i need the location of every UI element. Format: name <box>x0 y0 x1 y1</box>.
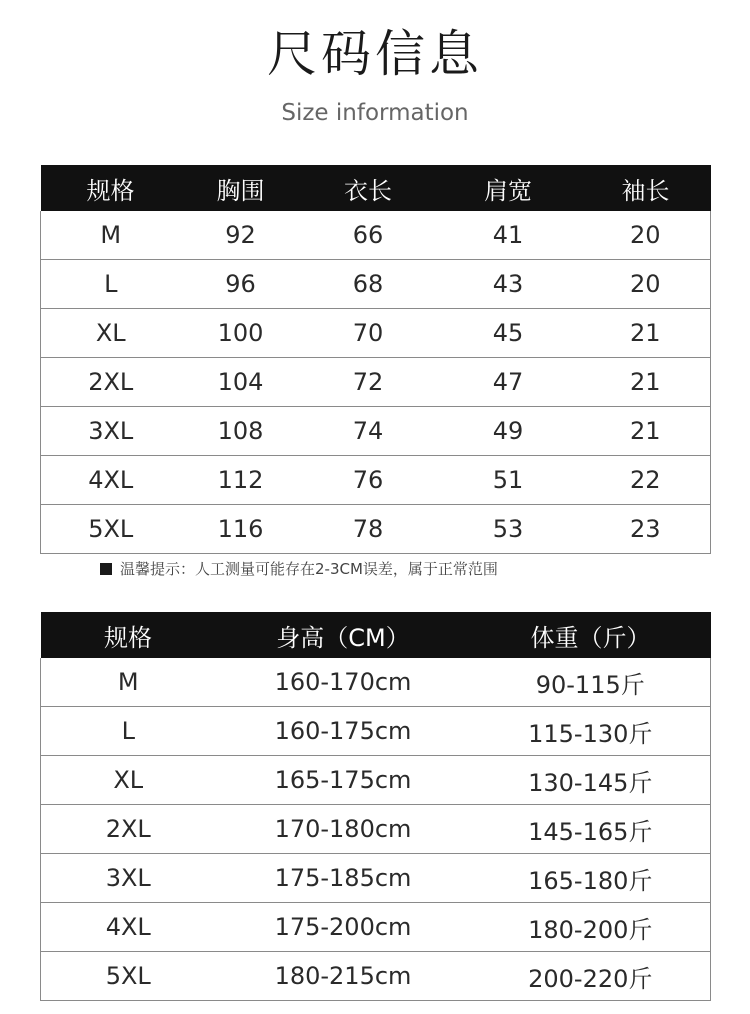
cell-height: 180-215cm <box>216 952 471 1001</box>
cell-sleeve: 23 <box>581 505 711 554</box>
measurement-note <box>100 558 498 580</box>
table-row <box>41 756 711 805</box>
header-size: 规格 <box>41 165 181 211</box>
cell-length: 66 <box>301 211 436 260</box>
cell-length: 76 <box>301 456 436 505</box>
cell-length: 74 <box>301 407 436 456</box>
cell-weight: 145-165斤 <box>471 805 711 854</box>
bullet-square-icon <box>100 563 112 575</box>
cell-size: 4XL <box>41 903 216 952</box>
cell-chest: 92 <box>181 211 301 260</box>
cell-weight: 90-115斤 <box>471 658 711 707</box>
header-chest: 胸围 <box>181 165 301 211</box>
cell-shoulder: 53 <box>436 505 581 554</box>
cell-weight: 180-200斤 <box>471 903 711 952</box>
cell-height: 160-170cm <box>216 658 471 707</box>
cell-shoulder: 45 <box>436 309 581 358</box>
cell-chest: 112 <box>181 456 301 505</box>
cell-size: 2XL <box>41 805 216 854</box>
cell-height: 175-200cm <box>216 903 471 952</box>
cell-shoulder: 49 <box>436 407 581 456</box>
cell-sleeve: 21 <box>581 407 711 456</box>
table-header-row <box>41 612 711 658</box>
header-sleeve: 袖长 <box>581 165 711 211</box>
cell-size: 5XL <box>41 505 181 554</box>
cell-sleeve: 21 <box>581 309 711 358</box>
cell-shoulder: 47 <box>436 358 581 407</box>
header-size: 规格 <box>41 612 216 658</box>
page-title: 尺码信息 <box>267 25 483 83</box>
header-weight: 体重（斤） <box>471 612 711 658</box>
cell-size: XL <box>41 309 181 358</box>
cell-sleeve: 22 <box>581 456 711 505</box>
table-row <box>41 456 711 505</box>
note-text: 温馨提示：人工测量可能存在2-3CM误差，属于正常范围 <box>120 560 498 578</box>
cell-weight: 130-145斤 <box>471 756 711 805</box>
cell-chest: 116 <box>181 505 301 554</box>
cell-sleeve: 21 <box>581 358 711 407</box>
cell-weight: 165-180斤 <box>471 854 711 903</box>
cell-length: 72 <box>301 358 436 407</box>
cell-weight: 115-130斤 <box>471 707 711 756</box>
table-row <box>41 854 711 903</box>
table-row <box>41 658 711 707</box>
cell-size: L <box>41 260 181 309</box>
cell-shoulder: 43 <box>436 260 581 309</box>
table-row <box>41 505 711 554</box>
cell-size: 3XL <box>41 407 181 456</box>
cell-size: M <box>41 658 216 707</box>
cell-size: 5XL <box>41 952 216 1001</box>
cell-chest: 96 <box>181 260 301 309</box>
table-header-row <box>41 165 711 211</box>
cell-shoulder: 51 <box>436 456 581 505</box>
cell-shoulder: 41 <box>436 211 581 260</box>
body-fit-table <box>40 612 711 1001</box>
header-length: 衣长 <box>301 165 436 211</box>
cell-chest: 108 <box>181 407 301 456</box>
cell-sleeve: 20 <box>581 211 711 260</box>
cell-size: 3XL <box>41 854 216 903</box>
table-row <box>41 805 711 854</box>
cell-height: 170-180cm <box>216 805 471 854</box>
cell-size: 4XL <box>41 456 181 505</box>
table-row <box>41 211 711 260</box>
cell-sleeve: 20 <box>581 260 711 309</box>
cell-length: 70 <box>301 309 436 358</box>
table-row <box>41 260 711 309</box>
garment-size-table <box>40 165 711 554</box>
cell-length: 68 <box>301 260 436 309</box>
page-subtitle: Size information <box>281 100 469 126</box>
table-row <box>41 358 711 407</box>
cell-size: XL <box>41 756 216 805</box>
cell-size: 2XL <box>41 358 181 407</box>
cell-height: 160-175cm <box>216 707 471 756</box>
table-row <box>41 952 711 1001</box>
table-row <box>41 903 711 952</box>
cell-weight: 200-220斤 <box>471 952 711 1001</box>
table-row <box>41 309 711 358</box>
table-row <box>41 407 711 456</box>
header-shoulder: 肩宽 <box>436 165 581 211</box>
cell-size: L <box>41 707 216 756</box>
cell-length: 78 <box>301 505 436 554</box>
cell-height: 165-175cm <box>216 756 471 805</box>
cell-chest: 104 <box>181 358 301 407</box>
cell-chest: 100 <box>181 309 301 358</box>
cell-size: M <box>41 211 181 260</box>
table-row <box>41 707 711 756</box>
cell-height: 175-185cm <box>216 854 471 903</box>
header-height: 身高（CM） <box>216 612 471 658</box>
